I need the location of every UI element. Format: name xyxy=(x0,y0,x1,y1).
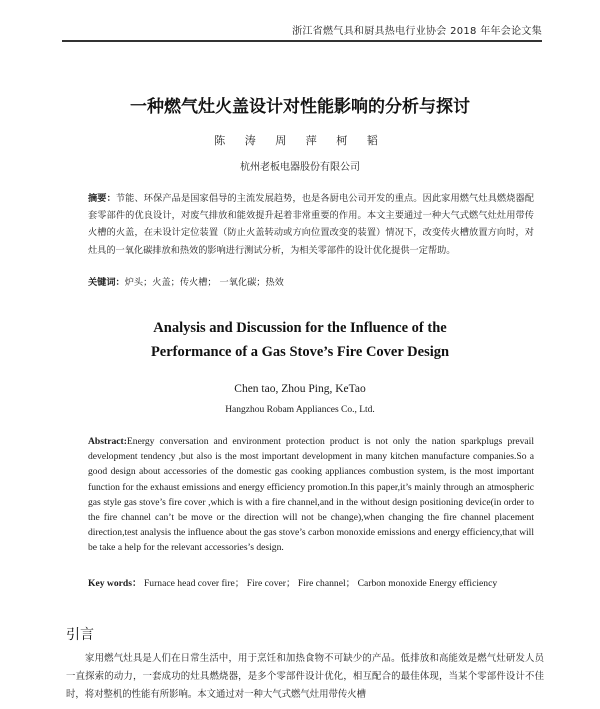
intro-paragraph: 家用燃气灶具是人们在日常生活中，用于烹饪和加热食物不可缺少的产品。低排放和高能效是燃气灶研发人员一直探索的动力，一套成功的灶具燃烧器，是多个零部件设计优化，相互配合的最佳体现，当某个零部件设计不佳时，将对整机的性能有所影响。本文通过对一种大气式燃气灶用带传火槽 xyxy=(66,653,544,700)
en-abstract-label: Abstract: xyxy=(88,436,127,447)
running-header: 浙江省燃气具和厨具热电行业协会 2018 年年会论文集 xyxy=(292,26,542,37)
cn-keywords-label: 关键词： xyxy=(88,277,125,288)
en-keywords-label: Key words： xyxy=(88,578,142,589)
en-authors: Chen tao, Zhou Ping, KeTao xyxy=(234,383,366,395)
en-abstract-text: Energy conversation and environment protection product is not only the nation sparkplugs prevail development tendency ,but also is the most important development in many kitchen manufacture companies.So a good design about accessories of the domestic gas cooking appliances combustion system, is the most important function for the exhaust emissions and energy efficiency promotion.In this paper,it’s mainly through an atmospheric gas style gas stove’s fire cover ,which is with a fire channel,and in the without design positioning device(in order to the fire channel can’t be move or the direction will not be change),when changing the fire channel placement direction,test analysis the influence about the gas stove’s carbon monoxide emissions and energy efficiency,that will be take a help for the relevant accessories’s design. xyxy=(88,436,534,554)
en-title-line-2: Performance of a Gas Stove’s Fire Cover Design xyxy=(150,344,450,360)
en-title xyxy=(0,316,600,364)
en-keywords xyxy=(88,576,534,591)
en-affiliation: Hangzhou Robam Appliances Co., Ltd. xyxy=(225,405,375,415)
section-heading-intro: 引言 xyxy=(66,627,94,643)
en-keywords-text: Furnace head cover fire； Fire cover； Fire channel； Carbon monoxide Energy efficiency xyxy=(143,578,498,589)
header-rule xyxy=(62,40,542,42)
cn-abstract xyxy=(88,190,534,259)
cn-authors: 陈 涛 周 萍 柯 韬 xyxy=(214,134,386,147)
cn-abstract-text: 节能、环保产品是国家倡导的主流发展趋势，也是各厨电公司开发的重点。因此家用燃气灶具燃烧器配套零部件的优良设计，对废气排放和能效提升起着非常重要的作用。本文主要通过一种大气式燃气灶灶用带传火槽的火盖，在未设计定位装置（防止火盖转动或方向位置改变的装置）情况下，改变传火槽放置方向时，对灶具的一氧化碳排放和热效的影响进行测试分析，为相关零部件的设计优化提供一定帮助。 xyxy=(88,193,535,256)
cn-abstract-label: 摘要： xyxy=(88,193,116,204)
en-abstract xyxy=(88,434,534,556)
cn-keywords-text: 炉头；火盖；传火槽； 一氧化碳；热效 xyxy=(124,277,284,288)
en-title-line-1: Analysis and Discussion for the Influence of the xyxy=(153,320,447,336)
cn-title: 一种燃气灶火盖设计对性能影响的分析与探讨 xyxy=(130,97,470,117)
cn-affiliation: 杭州老板电器股份有限公司 xyxy=(240,162,360,173)
cn-keywords xyxy=(88,274,534,288)
